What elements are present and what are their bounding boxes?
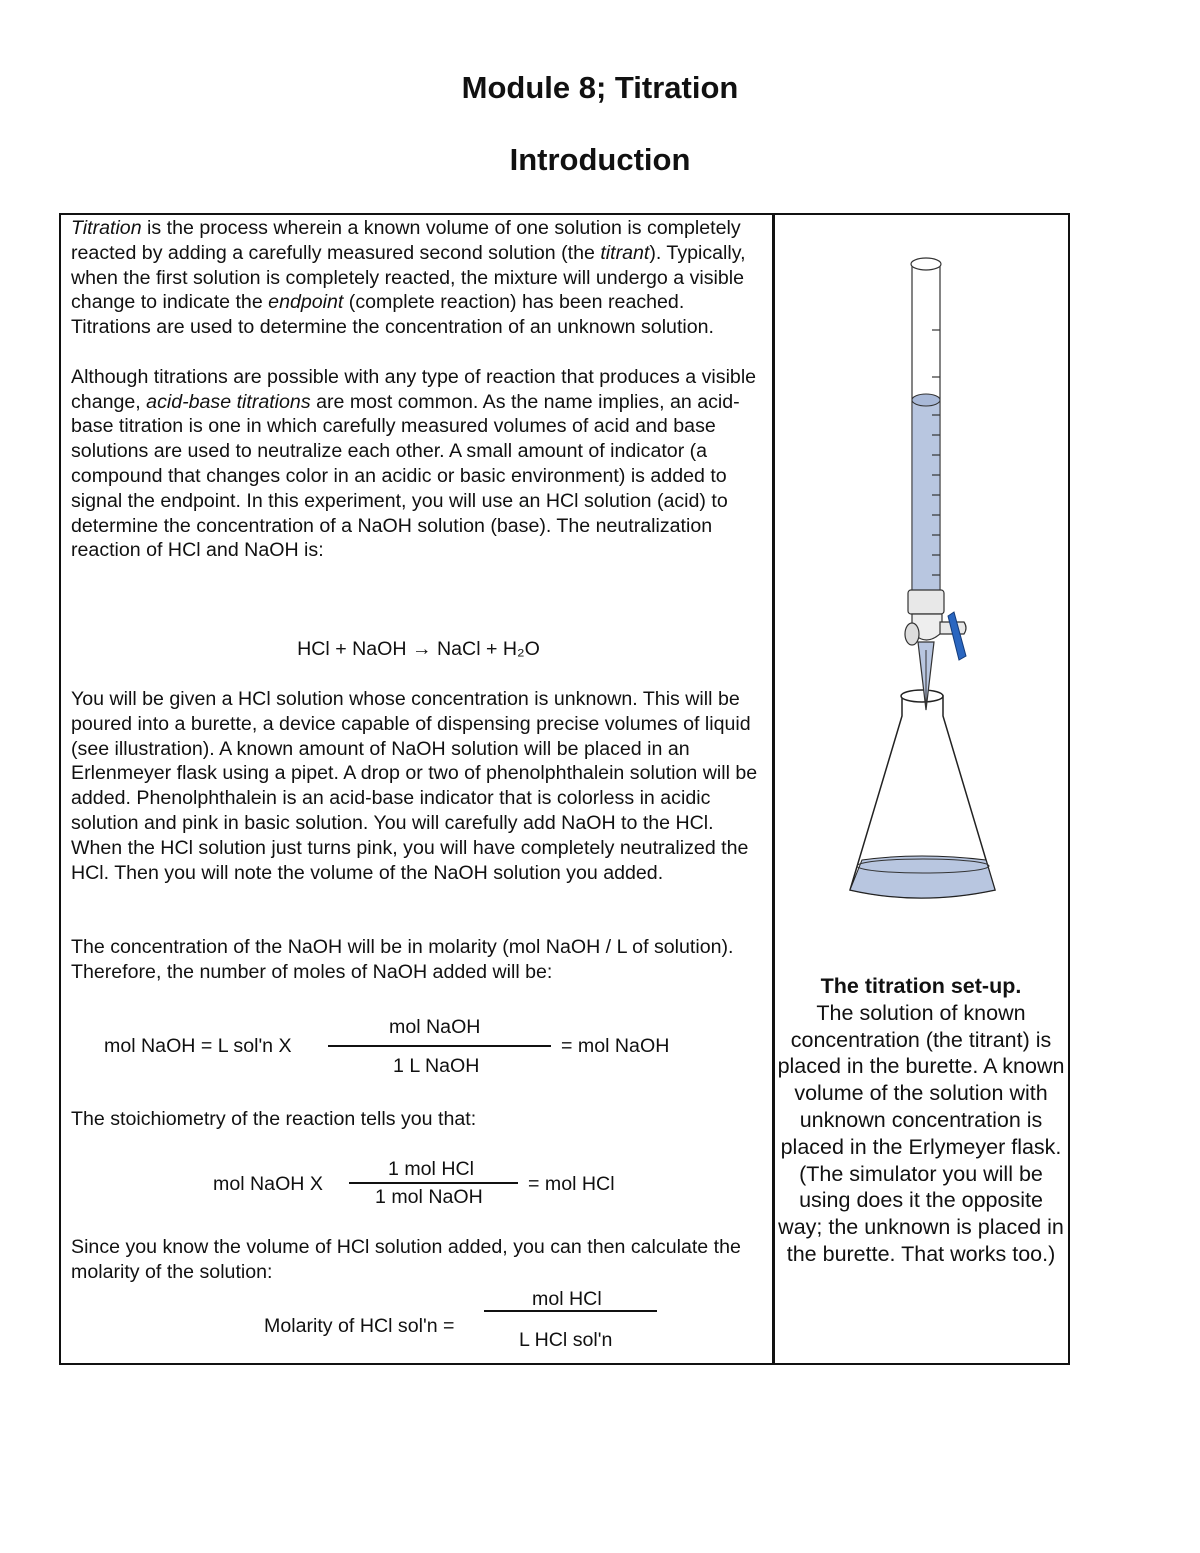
text-span: is the process wherein a known volume of one solution is completely reacted by adding a carefully measured second solution (the [71, 217, 741, 264]
formula3-denominator: L HCl sol'n [519, 1329, 613, 1351]
figure-caption [777, 973, 1065, 1268]
paragraph-acid-base [71, 365, 766, 563]
formula2-fraction-bar [349, 1182, 518, 1184]
titration-setup-illustration [840, 250, 1010, 915]
caption-title: The titration set-up. [820, 974, 1022, 998]
term-titration: Titration [71, 217, 142, 239]
burette-icon [911, 258, 941, 594]
highlight-indicator-definition: Phenolphthalein is an acid-base indicator that is colorless in acidic solution and pink in basic solution. [71, 787, 711, 834]
text-span: . Then you will note the volume of the NaOH solution you added. [103, 861, 664, 884]
formula1-left: mol NaOH = L sol'n X [104, 1035, 292, 1057]
caption-body: The solution of known concentration (the titrant) is placed in the burette. A known volume of the solution with unknown concentration is placed in the Erlymeyer flask. (The simulator you will be using does it the opposite way; the unknown is placed in the burette. That works too.) [777, 1000, 1065, 1266]
paragraph-titration-definition [71, 216, 766, 340]
text-span: (complete reaction) has been reached. Titrations are used to determine the concentration of an unknown solution. [71, 291, 714, 339]
intro-column [71, 216, 766, 563]
reaction-equation: HCl + NaOH → NaCl + H₂O [297, 638, 540, 660]
paragraph-stoichiometry: The stoichiometry of the reaction tells you that: [71, 1108, 477, 1130]
page-title: Module 8; Titration [461, 70, 739, 105]
formula3-left: Molarity of HCl sol'n = [264, 1315, 455, 1337]
formula1-numerator: mol NaOH [389, 1016, 481, 1038]
term-titrant: titrant [600, 241, 650, 264]
text-span: ). Typically, when the first solution is completely reacted, the mixture will undergo a visible change to indicate the [71, 241, 746, 314]
section-title: Introduction [509, 142, 691, 177]
erlenmeyer-flask-icon [850, 690, 995, 898]
paragraph-molarity-hcl: Since you know the volume of HCl solution added, you can then calculate the molarity of the solution: [71, 1236, 741, 1283]
formula3-numerator: mol HCl [532, 1288, 602, 1310]
paragraph-procedure [71, 687, 766, 885]
text-span: You will be given a HCl solution whose concentration is unknown. This will be poured into a burette, a device capable of dispensing precise volumes of liquid (see illustration). A known amount of NaOH solution will be placed in an Erlenmeyer flask using a pipet. A drop or two of phenolphthalein solution will be added. [71, 688, 758, 810]
formula2-denominator: 1 mol NaOH [375, 1186, 483, 1208]
formula1-denominator: 1 L NaOH [393, 1055, 480, 1077]
text-span: are most common. As the name implies, an acid-base titration is one in which carefully measured volumes of acid and base solutions are used to neutralize each other. A small amount of indicator (a compound that changes color in an acidic or basic environment) is added to signal the endpoint. In this experiment, you will use an HCl solution (acid) to determine the concentration of a NaOH solution (base). The neutralization reaction of HCl and NaOH is: [71, 390, 740, 562]
formula1-fraction-bar [328, 1045, 551, 1047]
term-endpoint: endpoint [268, 291, 344, 314]
highlight-endpoint-note: When the HCl solution just turns pink, you will have completely neutralized the HCl [71, 836, 749, 884]
formula3-fraction-bar [484, 1310, 657, 1312]
term-acid-base-titrations: acid-base titrations [146, 390, 311, 413]
column-divider [772, 213, 775, 1365]
formula2-right: = mol HCl [528, 1173, 615, 1195]
text-span: You will carefully add NaOH to the HCl. [368, 811, 714, 834]
text-span: Although titrations are possible with any type of reaction that produces a visible change, [71, 365, 757, 413]
paragraph-molarity: The concentration of the NaOH will be in molarity (mol NaOH / L of solution). Therefore, the number of moles of NaOH added will be: [71, 936, 734, 983]
formula1-right: = mol NaOH [561, 1035, 670, 1057]
formula2-numerator: 1 mol HCl [388, 1158, 475, 1180]
formula2-left: mol NaOH X [213, 1173, 323, 1195]
